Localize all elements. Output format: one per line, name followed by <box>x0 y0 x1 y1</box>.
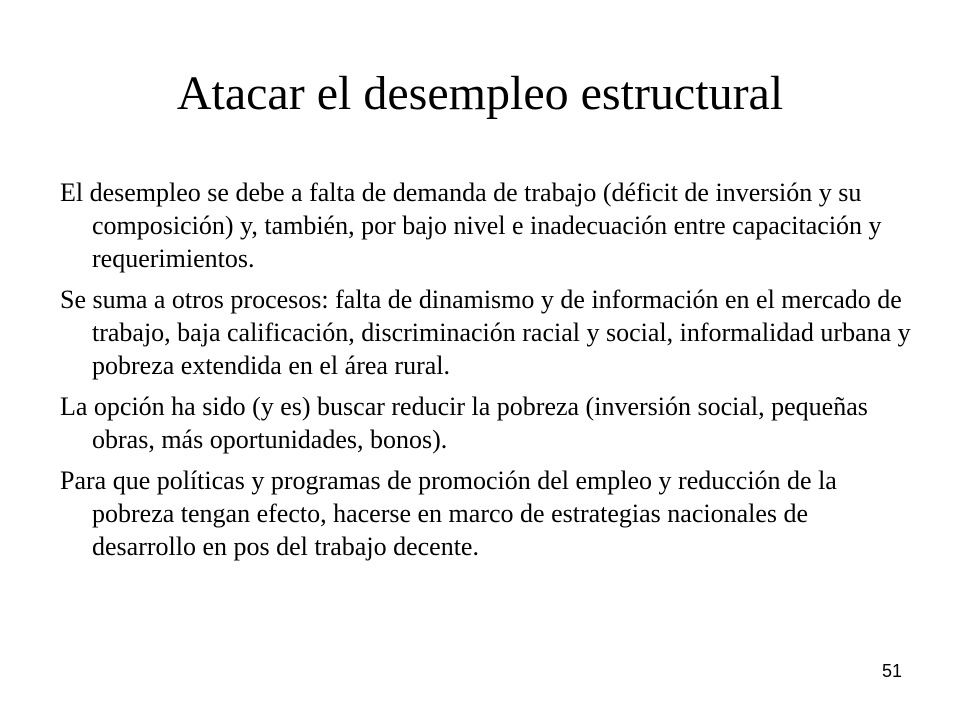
slide-body <box>60 176 912 571</box>
page-number: 51 <box>881 661 902 681</box>
paragraph-4: Para que políticas y programas de promoción del empleo y reducción de la pobreza tengan efecto, hacerse en marco de estrategias nacionales de desarrollo en pos del trabajo decente. <box>60 466 837 561</box>
paragraph-3: La opción ha sido (y es) buscar reducir la pobreza (inversión social, pequeñas obras, más oportunidades, bonos). <box>60 392 868 454</box>
slide-title: Atacar el desempleo estructural <box>176 67 784 120</box>
paragraph-2: Se suma a otros procesos: falta de dinamismo y de información en el mercado de trabajo, baja calificación, discriminación racial y social, informalidad urbana y pobreza extendida en el área rural. <box>60 285 911 380</box>
paragraph-1: El desempleo se debe a falta de demanda de trabajo (déficit de inversión y su composición) y, también, por bajo nivel e inadecuación entre capacitación y requerimientos. <box>60 178 882 273</box>
